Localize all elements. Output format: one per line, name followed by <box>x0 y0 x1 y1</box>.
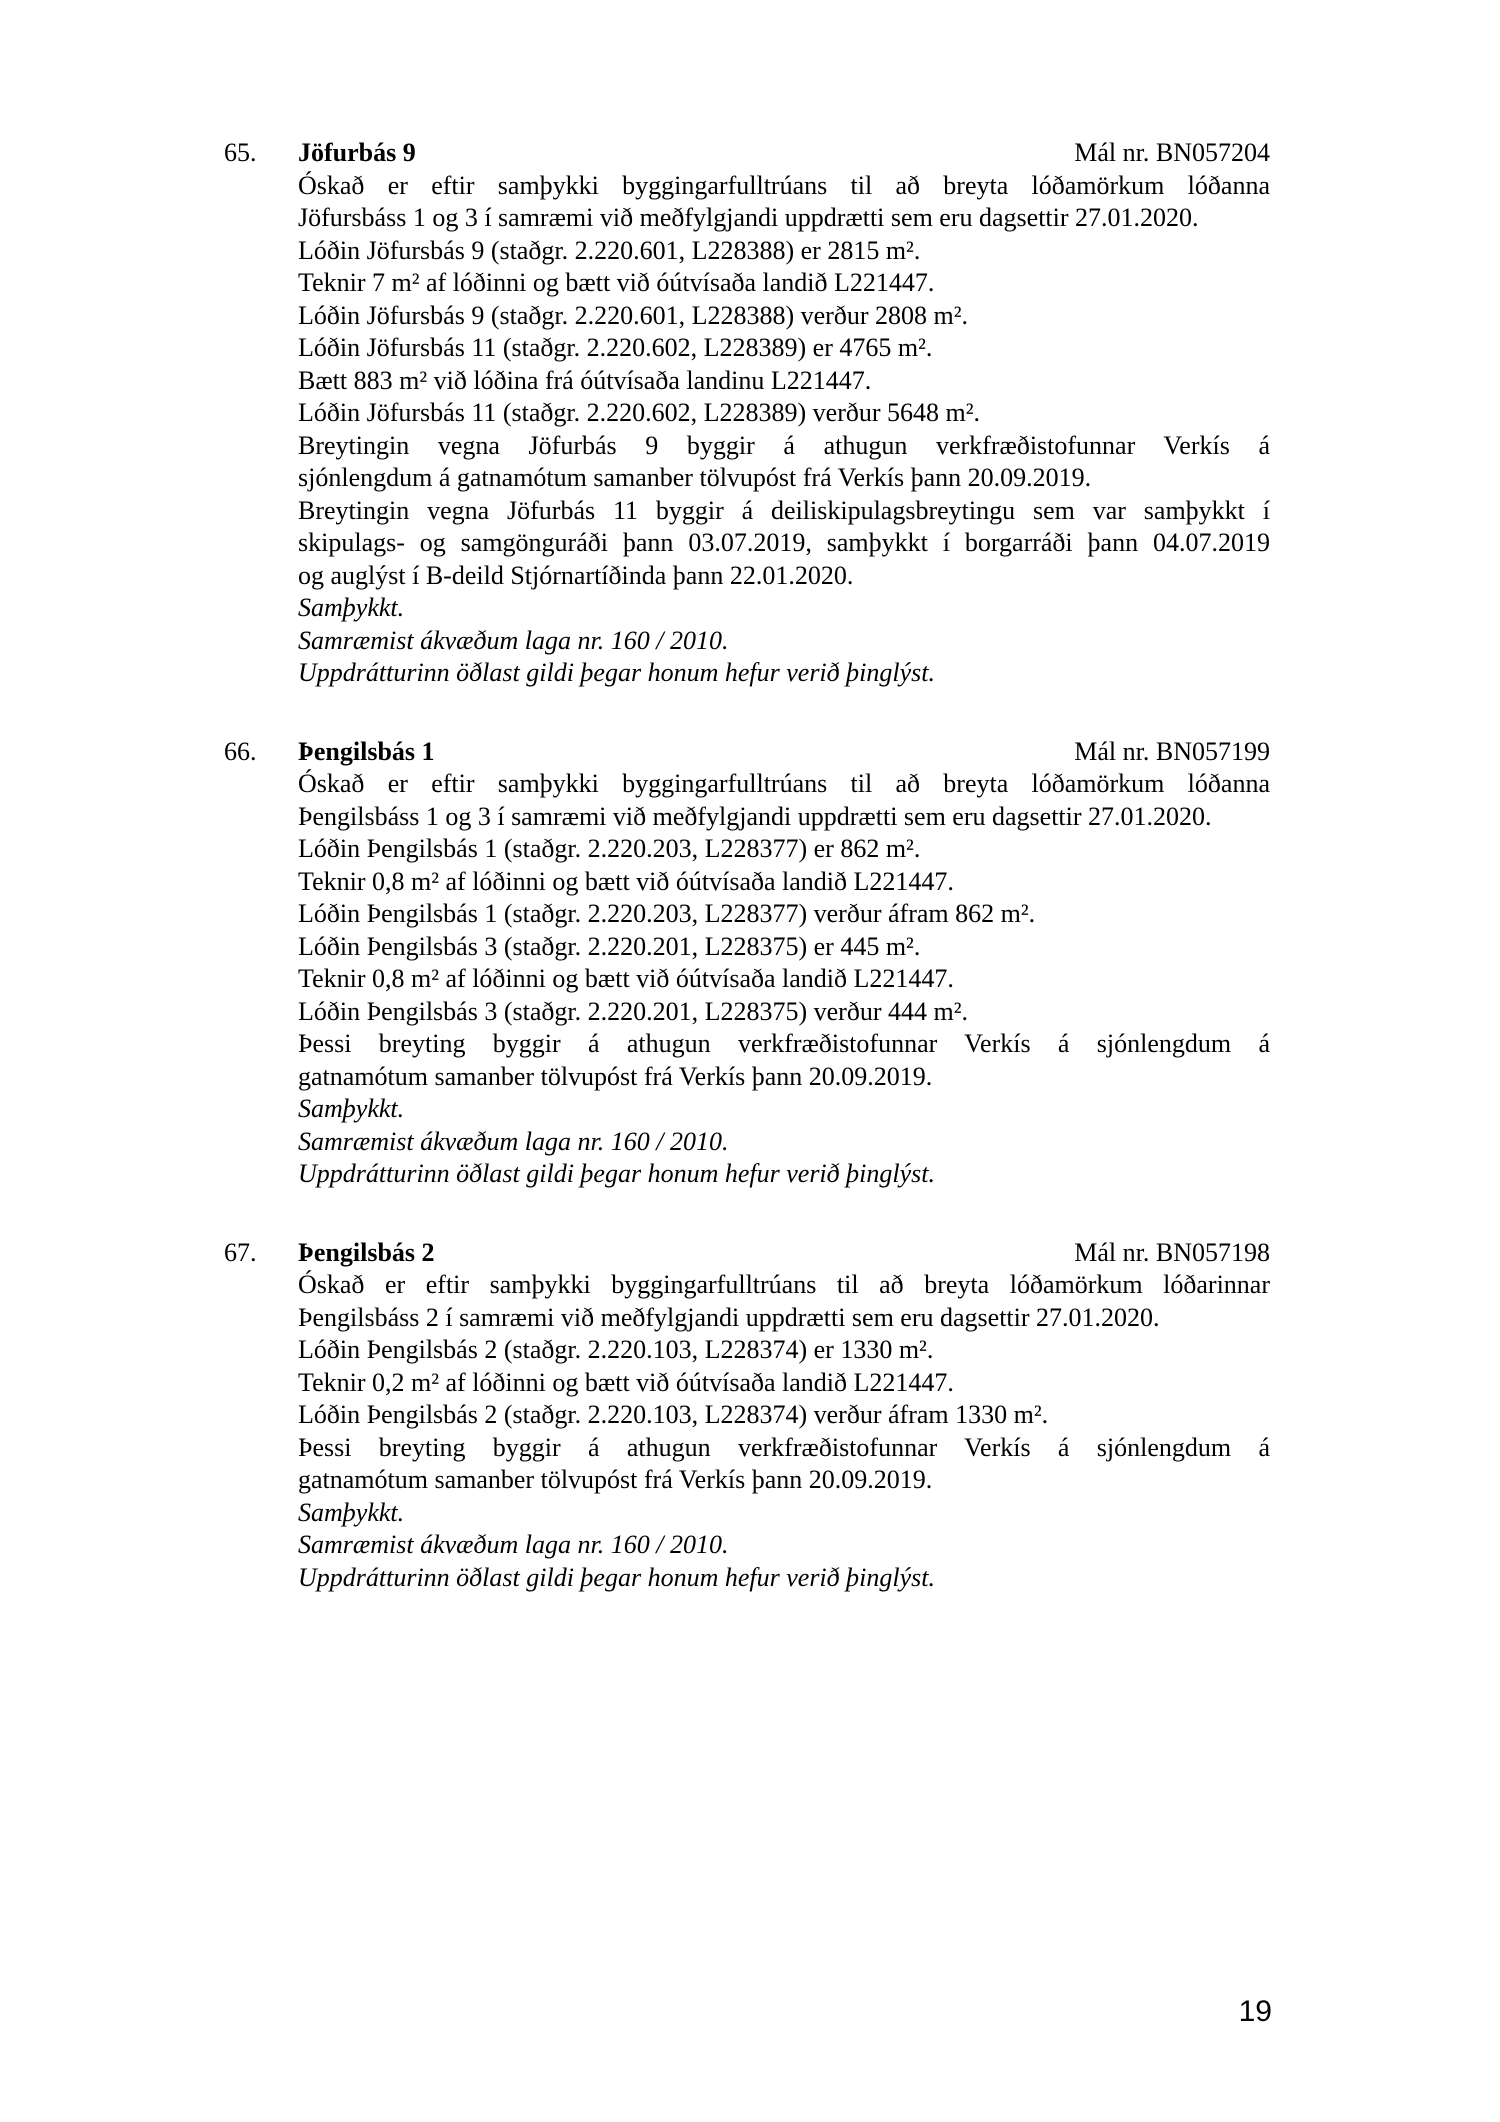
legal-reference-line: Samræmist ákvæðum laga nr. 160 / 2010. <box>298 1530 729 1559</box>
text-line: gatnamótum samanber tölvupóst frá Verkís þann 20.09.2019. <box>298 1061 933 1091</box>
item-number: 66. <box>224 736 257 766</box>
item-title: Jöfurbás 9 <box>298 138 416 167</box>
validity-line: Uppdrátturinn öðlast gildi þegar honum hefur verið þinglýst. <box>298 658 935 687</box>
item-header <box>224 736 1270 769</box>
item-body <box>298 768 1270 1191</box>
text-line: Breytingin vegna Jöfurbás 11 byggir á deiliskipulagsbreytingu sem var samþykkt í <box>298 495 1270 525</box>
text-line: Lóðin Jöfursbás 9 (staðgr. 2.220.601, L228388) verður 2808 m². <box>298 300 968 330</box>
text-line: Lóðin Þengilsbás 2 (staðgr. 2.220.103, L228374) verður áfram 1330 m². <box>298 1400 1049 1429</box>
text-line: gatnamótum samanber tölvupóst frá Verkís þann 20.09.2019. <box>298 1465 933 1494</box>
agenda-item-67 <box>224 1237 1270 1595</box>
text-line: Þengilsbáss 2 í samræmi við meðfylgjandi uppdrætti sem eru dagsettir 27.01.2020. <box>298 1302 1160 1332</box>
text-line: Teknir 0,8 m² af lóðinni og bætt við óútvísaða landið L221447. <box>298 964 954 993</box>
page-number: 19 <box>1238 1995 1272 2028</box>
agenda-item-66 <box>224 736 1270 1191</box>
decision-line: Samþykkt. <box>298 593 405 622</box>
text-line: Lóðin Jöfursbás 11 (staðgr. 2.220.602, L228389) er 4765 m². <box>298 333 933 362</box>
item-body <box>298 1269 1270 1594</box>
text-line: Óskað er eftir samþykki byggingarfulltrúans til að breyta lóðamörkum lóðanna <box>298 769 1270 798</box>
text-line: skipulags- og samgönguráði þann 03.07.2019, samþykkt í borgarráði þann 04.07.2019 <box>298 528 1270 557</box>
case-number: Mál nr. BN057204 <box>1074 138 1270 167</box>
item-header <box>224 137 1270 170</box>
text-line: sjónlengdum á gatnamótum samanber tölvupóst frá Verkís þann 20.09.2019. <box>298 463 1092 492</box>
legal-reference-line: Samræmist ákvæðum laga nr. 160 / 2010. <box>298 1126 729 1156</box>
text-line: Jöfursbáss 1 og 3 í samræmi við meðfylgjandi uppdrætti sem eru dagsettir 27.01.2020. <box>298 203 1199 232</box>
legal-reference-line: Samræmist ákvæðum laga nr. 160 / 2010. <box>298 625 729 655</box>
decision-line: Samþykkt. <box>298 1094 405 1123</box>
validity-line: Uppdrátturinn öðlast gildi þegar honum hefur verið þinglýst. <box>298 1159 935 1188</box>
item-title: Þengilsbás 1 <box>298 736 435 766</box>
text-line: Lóðin Jöfursbás 11 (staðgr. 2.220.602, L228389) verður 5648 m². <box>298 398 981 427</box>
text-line: Breytingin vegna Jöfurbás 9 byggir á athugun verkfræðistofunnar Verkís á <box>298 430 1270 460</box>
text-line: Þengilsbáss 1 og 3 í samræmi við meðfylgjandi uppdrætti sem eru dagsettir 27.01.2020. <box>298 801 1212 831</box>
item-header <box>224 1237 1270 1270</box>
validity-line: Uppdrátturinn öðlast gildi þegar honum hefur verið þinglýst. <box>298 1562 935 1592</box>
text-line: Lóðin Þengilsbás 1 (staðgr. 2.220.203, L228377) er 862 m². <box>298 834 921 863</box>
text-line: Óskað er eftir samþykki byggingarfulltrúans til að breyta lóðamörkum lóðanna <box>298 170 1270 200</box>
text-line: Bætt 883 m² við lóðina frá óútvísaða landinu L221447. <box>298 365 872 395</box>
text-line: Þessi breyting byggir á athugun verkfræðistofunnar Verkís á sjónlengdum á <box>298 1432 1270 1462</box>
text-line: Óskað er eftir samþykki byggingarfulltrúans til að breyta lóðamörkum lóðarinnar <box>298 1270 1270 1299</box>
decision-line: Samþykkt. <box>298 1497 405 1527</box>
text-line: Lóðin Þengilsbás 2 (staðgr. 2.220.103, L228374) er 1330 m². <box>298 1335 934 1364</box>
case-number: Mál nr. BN057199 <box>1074 736 1270 766</box>
text-line: og auglýst í B-deild Stjórnartíðinda þann 22.01.2020. <box>298 560 854 590</box>
item-number: 65. <box>224 138 257 167</box>
case-number: Mál nr. BN057198 <box>1074 1237 1270 1267</box>
item-body <box>298 170 1270 690</box>
text-line: Lóðin Þengilsbás 1 (staðgr. 2.220.203, L228377) verður áfram 862 m². <box>298 899 1036 928</box>
text-line: Teknir 0,8 m² af lóðinni og bætt við óútvísaða landið L221447. <box>298 866 954 896</box>
text-line: Lóðin Þengilsbás 3 (staðgr. 2.220.201, L228375) verður 444 m². <box>298 996 969 1026</box>
item-number: 67. <box>224 1237 257 1267</box>
text-line: Teknir 0,2 m² af lóðinni og bætt við óútvísaða landið L221447. <box>298 1367 954 1397</box>
text-line: Þessi breyting byggir á athugun verkfræðistofunnar Verkís á sjónlengdum á <box>298 1029 1270 1058</box>
item-title: Þengilsbás 2 <box>298 1237 435 1267</box>
agenda-item-65 <box>224 137 1270 690</box>
document-content <box>224 137 1270 1640</box>
text-line: Teknir 7 m² af lóðinni og bætt við óútvísaða landið L221447. <box>298 268 935 297</box>
text-line: Lóðin Jöfursbás 9 (staðgr. 2.220.601, L228388) er 2815 m². <box>298 235 921 265</box>
text-line: Lóðin Þengilsbás 3 (staðgr. 2.220.201, L228375) er 445 m². <box>298 931 921 961</box>
